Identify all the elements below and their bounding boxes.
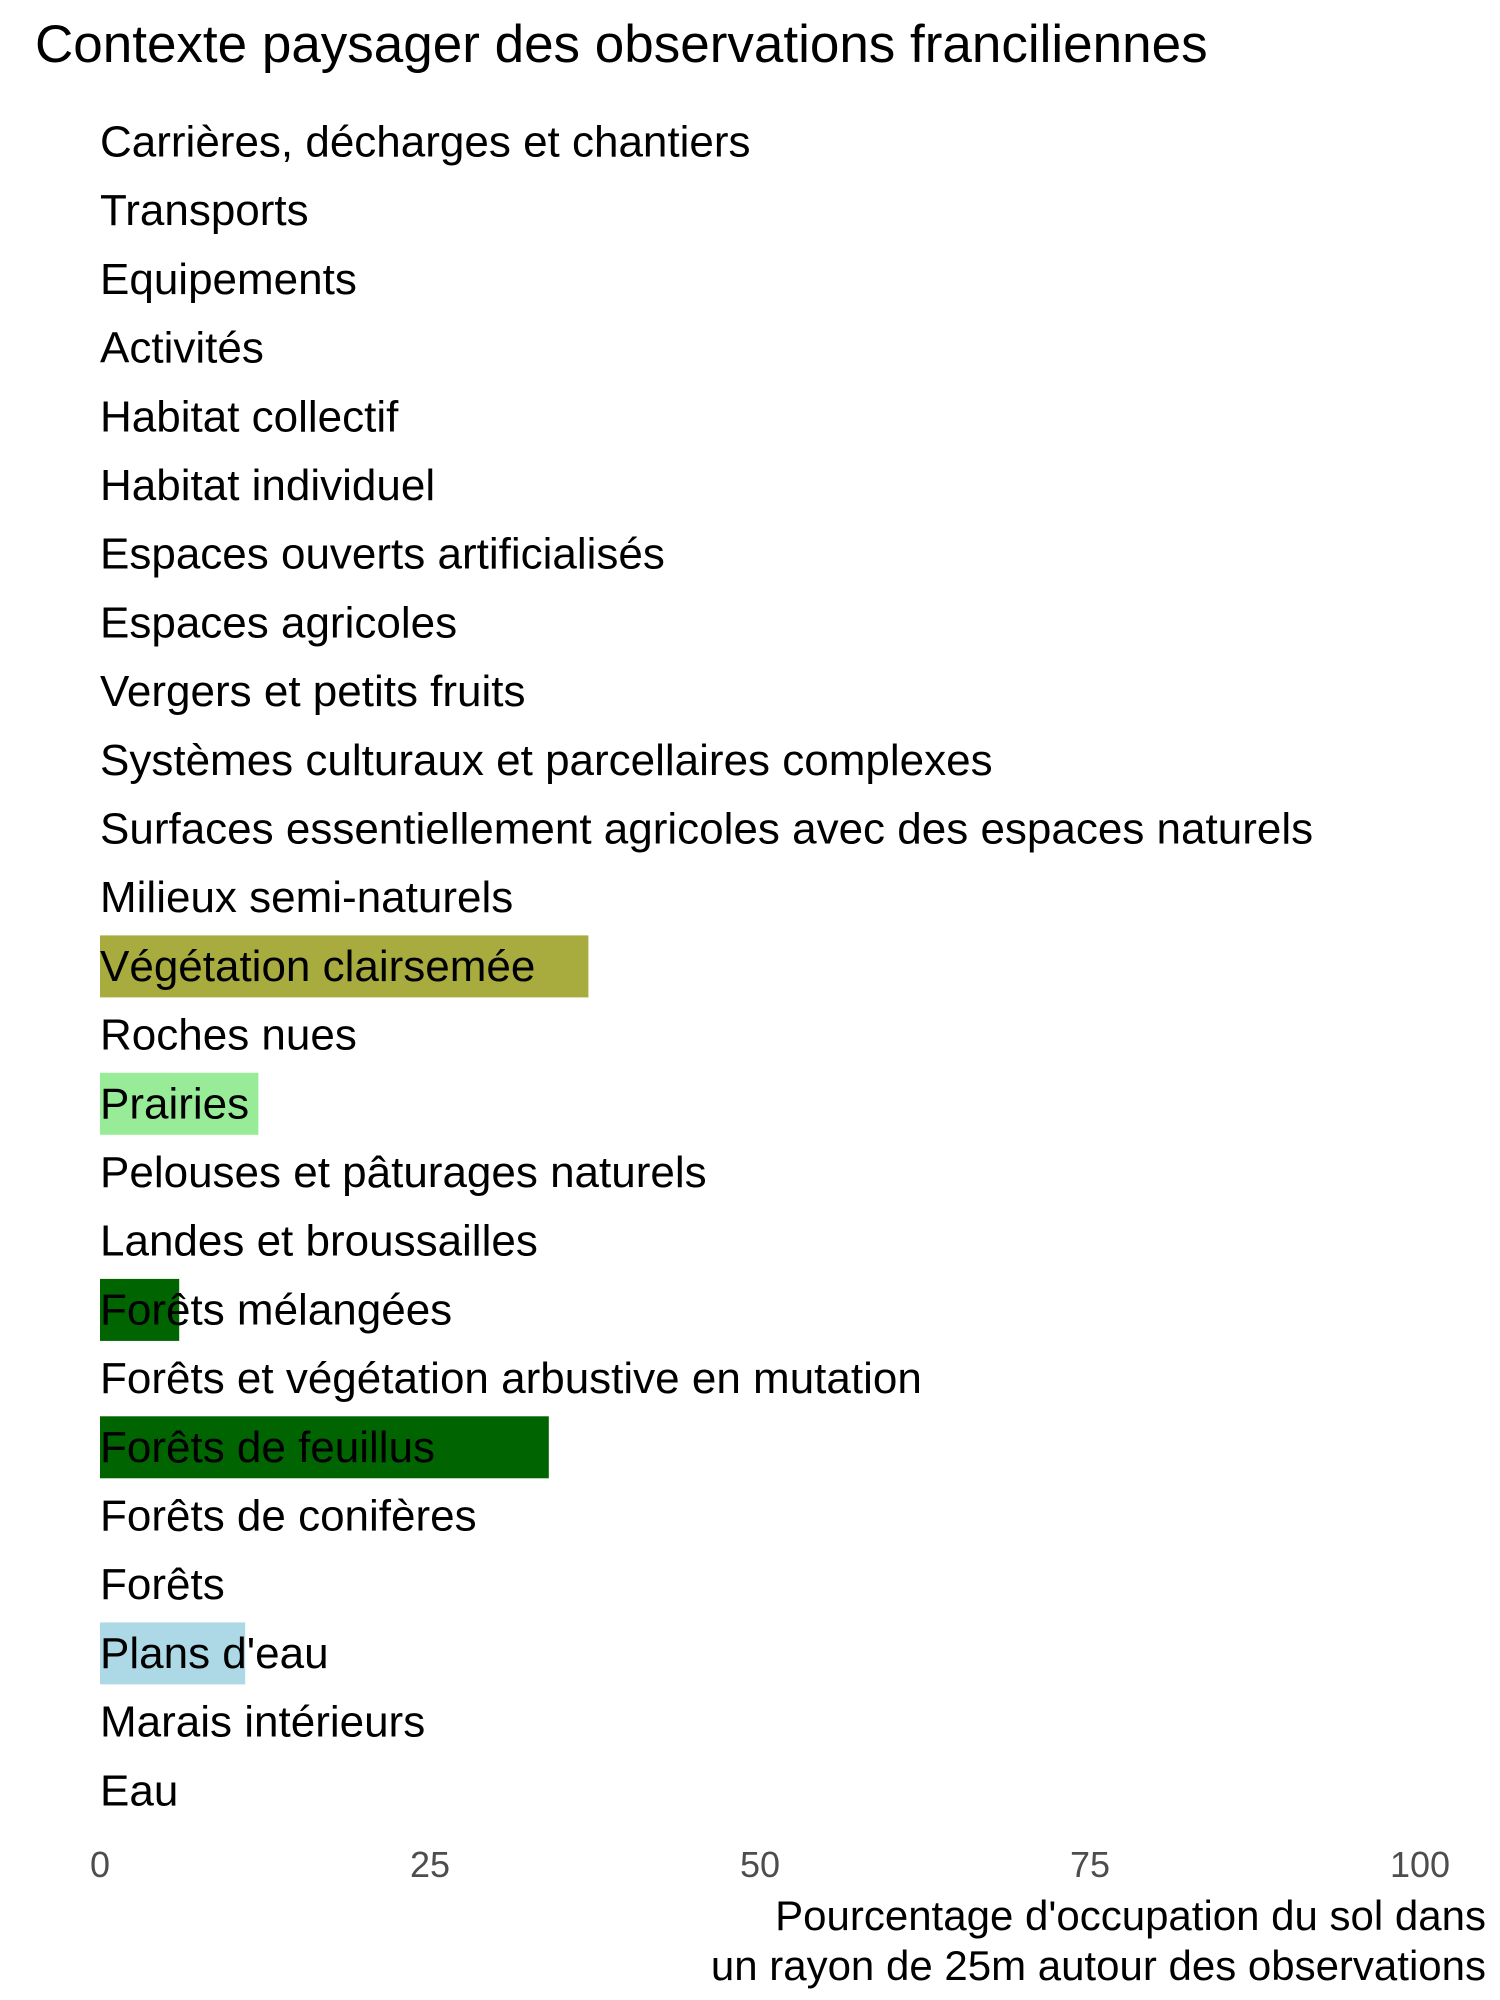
category-label: Espaces ouverts artificialisés [100,529,665,579]
category-label: Forêts de conifères [100,1491,477,1541]
category-label: Forêts et végétation arbustive en mutation [100,1354,922,1404]
category-label: Forêts mélangées [100,1285,453,1335]
category-label: Espaces agricoles [100,598,458,648]
category-label: Roches nues [100,1010,357,1060]
x-tick-label: 75 [1069,1844,1111,1885]
category-label: Carrières, décharges et chantiers [100,117,751,167]
category-label: Equipements [100,254,357,304]
category-label: Forêts de feuillus [100,1422,436,1472]
category-label: Pelouses et pâturages naturels [100,1148,707,1197]
category-label: Systèmes culturaux et parcellaires complexes [100,735,993,785]
x-tick-label: 0 [89,1844,111,1885]
category-label: Surfaces essentiellement agricoles avec des espaces naturels [100,804,1314,854]
x-axis-title-line-1: Pourcentage d'occupation du sol dans [775,1892,1486,1939]
category-label: Forêts [100,1560,225,1610]
category-label: Eau [100,1766,179,1816]
category-label: Marais intérieurs [100,1697,426,1747]
category-label: Habitat collectif [100,392,399,442]
x-axis-ticks [90,1844,1450,1885]
x-tick-label: 100 [1389,1844,1451,1885]
category-label: Activités [100,323,264,373]
x-tick-label: 25 [409,1844,451,1885]
chart-title: Contexte paysager des observations franciliennes [35,15,1208,74]
category-label: Landes et broussailles [100,1216,538,1266]
category-label: Transports [100,186,309,236]
category-label: Habitat individuel [100,461,436,510]
x-tick-label: 50 [739,1844,781,1885]
category-label: Prairies [100,1079,250,1129]
category-label: Milieux semi-naturels [100,873,514,923]
category-label: Végétation clairsemée [100,941,536,991]
category-label: Plans d'eau [100,1628,329,1678]
category-labels [100,118,1313,1816]
category-label: Vergers et petits fruits [100,667,526,717]
x-axis-title-line-2: un rayon de 25m autour des observations [710,1942,1486,1989]
